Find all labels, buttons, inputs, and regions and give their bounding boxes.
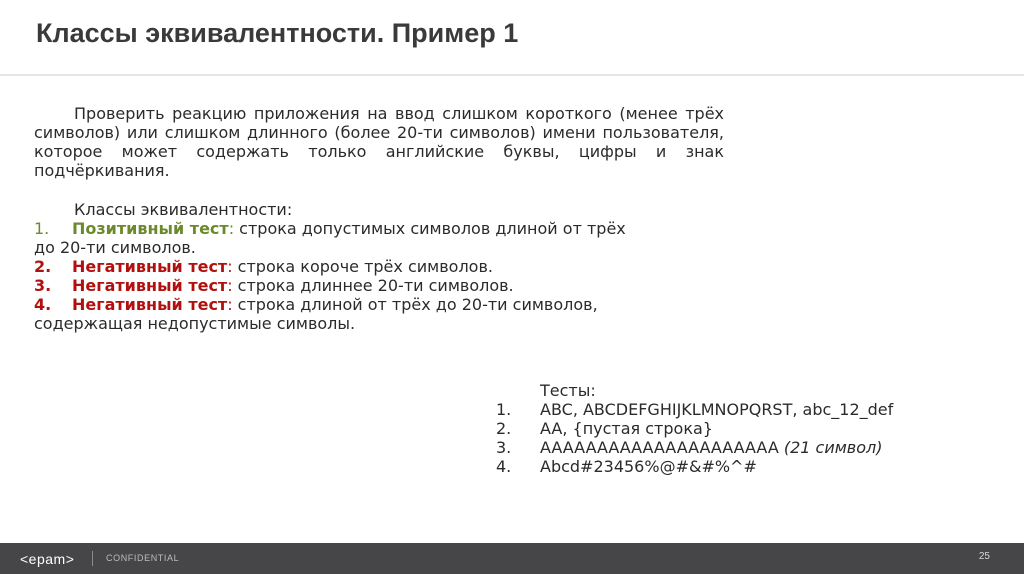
slide-title: Классы эквивалентности. Пример 1: [36, 18, 519, 48]
test-item: [496, 438, 893, 457]
test-number: 3.: [496, 438, 512, 457]
title-divider: [0, 74, 1024, 76]
test-text: AA, {пустая строка}: [540, 419, 713, 438]
tests-heading: Тесты:: [540, 381, 596, 400]
class-colon: :: [227, 257, 233, 276]
epam-logo: <epam>: [20, 551, 75, 567]
test-text: ABC, ABCDEFGHIJKLMNOPQRST, abc_12_def: [540, 400, 894, 419]
class-label: Негативный тест: [72, 276, 228, 295]
class-colon: :: [227, 295, 233, 314]
footer-divider: [92, 551, 93, 566]
class-text: строка длиннее 20-ти символов.: [232, 276, 514, 295]
class-text: строка длиной от трёх до 20-ти символов, содержащая недопустимые символы.: [34, 295, 598, 333]
class-colon: :: [228, 219, 235, 238]
test-number: 1.: [496, 400, 512, 419]
test-number: 2.: [496, 419, 512, 438]
class-number: 3.: [34, 276, 52, 295]
test-item: [496, 419, 893, 438]
class-item: [34, 257, 626, 276]
test-text: AAAAAAAAAAAAAAAAAAAAA: [540, 438, 784, 457]
class-item: [34, 276, 626, 295]
class-label: Негативный тест: [72, 295, 228, 314]
test-item: [496, 400, 893, 419]
classes-heading: Классы эквивалентности:: [74, 200, 293, 219]
intro-paragraph: Проверить реакцию приложения на ввод слишком короткого (менее трёх символов) или слишком длинного (более 20-ти символов) имени пользователя, которое может содержать только английские буквы, цифры и знак подчёркивания.: [34, 104, 724, 180]
class-text: строка короче трёх символов.: [232, 257, 493, 276]
test-text: Abcd#23456%@#&#%^#: [540, 457, 757, 476]
test-note: (21 символ): [783, 438, 883, 457]
test-number: 4.: [496, 457, 512, 476]
tests-block: [496, 381, 893, 476]
class-text: строка допустимых символов длиной от трёх до 20-ти символов.: [34, 219, 626, 257]
slide-content: [34, 104, 724, 333]
class-label: Позитивный тест: [72, 219, 229, 238]
class-number: 4.: [34, 295, 52, 314]
class-number: 2.: [34, 257, 52, 276]
class-colon: :: [227, 276, 233, 295]
test-item: [496, 457, 893, 476]
page-number: 25: [978, 551, 990, 562]
class-number: 1.: [34, 219, 50, 238]
class-label: Негативный тест: [72, 257, 228, 276]
footer-bar: [0, 543, 1024, 574]
class-item: [34, 219, 626, 257]
class-item: [34, 295, 626, 333]
confidential-label: CONFIDENTIAL: [106, 553, 180, 563]
